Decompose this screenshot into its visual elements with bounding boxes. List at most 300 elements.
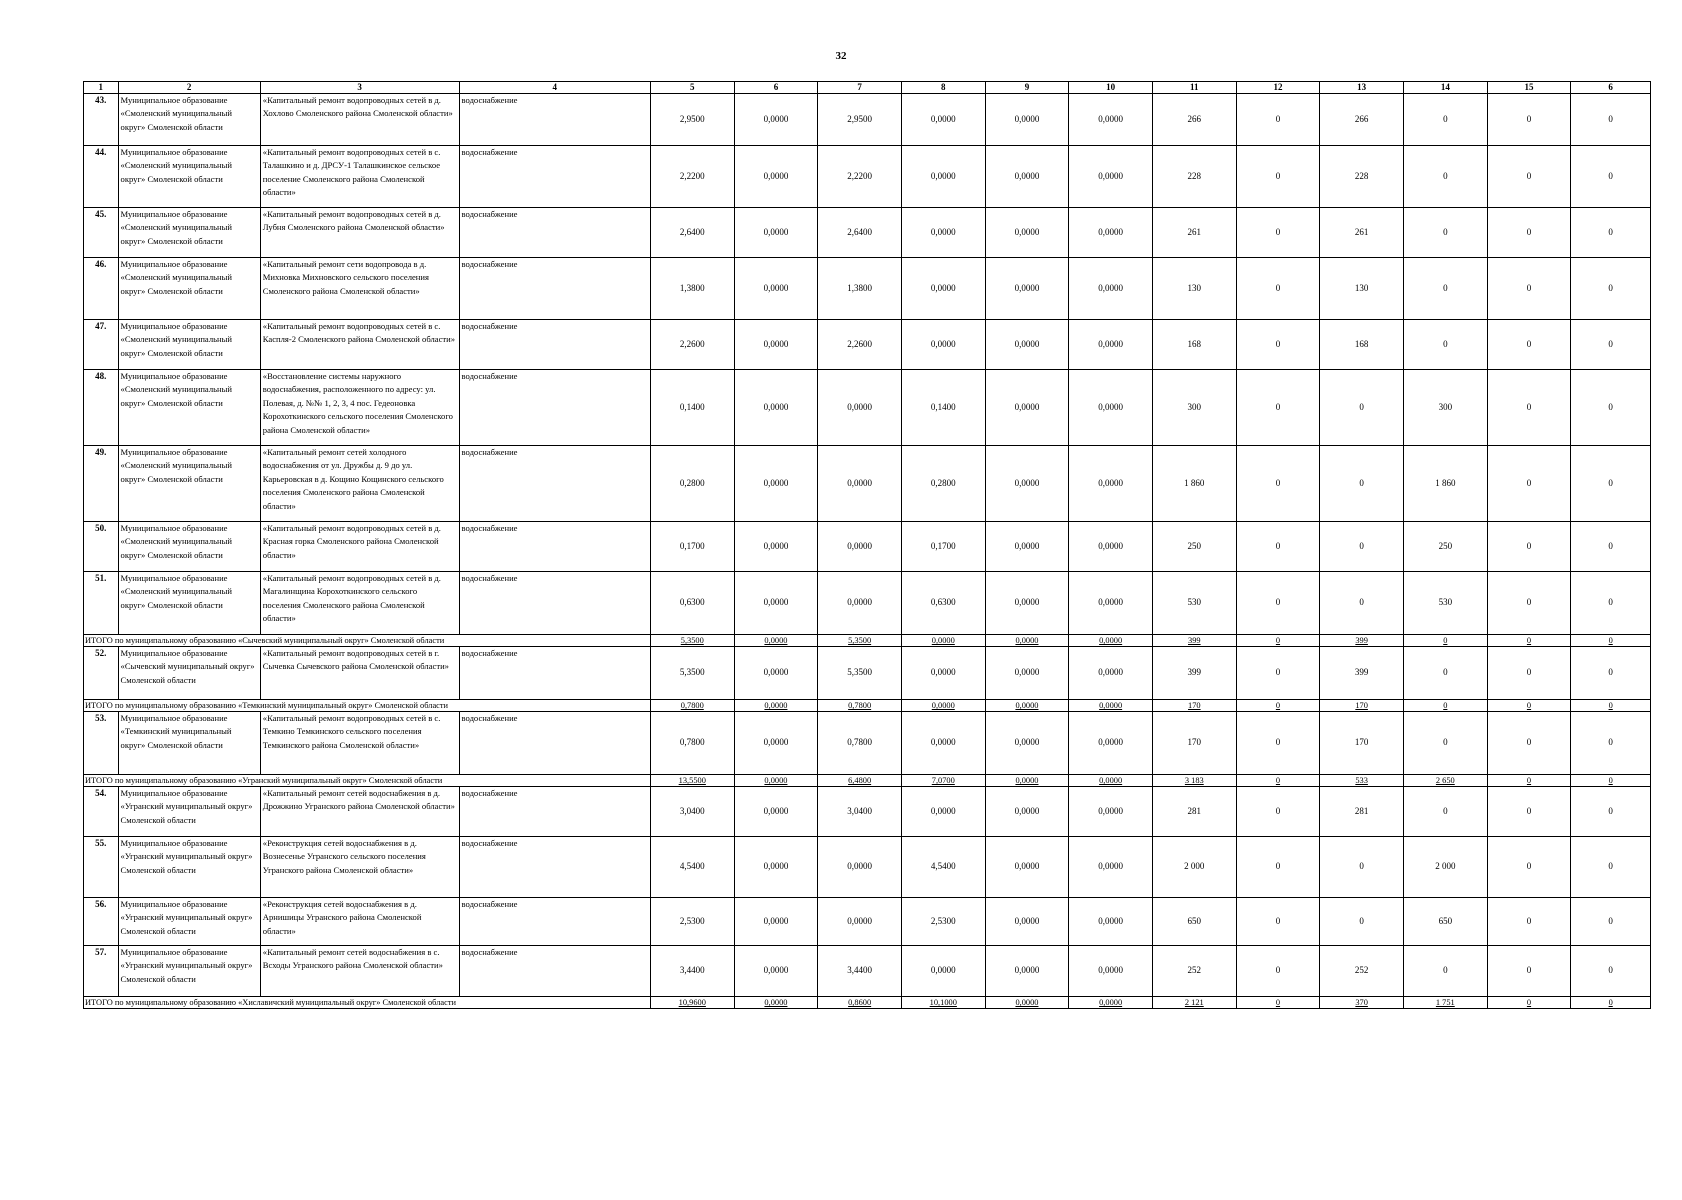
table-row: [84, 712, 1651, 775]
value-cell: 0,0000: [901, 320, 985, 370]
value-cell: 0,7800: [818, 700, 902, 712]
value-cell: 0,0000: [734, 787, 818, 837]
value-cell: 0,8600: [818, 997, 902, 1009]
value-cell: 0,7800: [818, 712, 902, 775]
value-cell: 0: [1571, 94, 1651, 146]
total-row: [84, 700, 1651, 712]
column-header: 13: [1320, 82, 1404, 94]
value-cell: 0,0000: [1069, 258, 1153, 320]
municipality-cell: Муниципальное образование «Угранский муниципальный округ» Смоленской области: [118, 837, 260, 898]
value-cell: 0,0000: [818, 522, 902, 572]
value-cell: 0,0000: [985, 572, 1069, 635]
value-cell: 5,3500: [650, 635, 734, 647]
value-cell: 0,0000: [901, 635, 985, 647]
column-header: 11: [1152, 82, 1236, 94]
value-cell: 0,0000: [734, 712, 818, 775]
value-cell: 0,6300: [650, 572, 734, 635]
value-cell: 0,0000: [901, 258, 985, 320]
value-cell: 0: [1236, 146, 1320, 208]
value-cell: 0: [1571, 370, 1651, 446]
object-cell: «Капитальный ремонт водопроводных сетей в д. Хохлово Смоленского района Смоленской области»: [260, 94, 459, 146]
value-cell: 0,0000: [734, 635, 818, 647]
value-cell: 2 000: [1403, 837, 1487, 898]
value-cell: 0,1400: [901, 370, 985, 446]
data-table: [83, 81, 1651, 1009]
total-label: ИТОГО по муниципальному образованию «Сычевский муниципальный округ» Смоленской области: [84, 635, 651, 647]
value-cell: 3,4400: [818, 946, 902, 997]
value-cell: 0,0000: [1069, 775, 1153, 787]
value-cell: 0: [1320, 370, 1404, 446]
column-header: 2: [118, 82, 260, 94]
value-cell: 2,2600: [818, 320, 902, 370]
value-cell: 0,0000: [734, 572, 818, 635]
value-cell: 399: [1320, 635, 1404, 647]
object-cell: «Капитальный ремонт водопроводных сетей в с. Каспля-2 Смоленского района Смоленской области»: [260, 320, 459, 370]
value-cell: 0: [1236, 370, 1320, 446]
object-cell: «Капитальный ремонт водопроводных сетей в д. Магалинщина Корохоткинского сельского поселения Смоленского района Смоленской области»: [260, 572, 459, 635]
page-number: 32: [835, 50, 847, 62]
value-cell: 170: [1152, 700, 1236, 712]
value-cell: 0,7800: [650, 712, 734, 775]
value-cell: 0,2800: [650, 446, 734, 522]
value-cell: 0,2800: [901, 446, 985, 522]
value-cell: 0,0000: [985, 258, 1069, 320]
table-row: [84, 522, 1651, 572]
value-cell: 266: [1320, 94, 1404, 146]
object-cell: «Капитальный ремонт водопроводных сетей в с. Темкино Темкинского сельского поселения Темкинского района Смоленской области»: [260, 712, 459, 775]
value-cell: 2,6400: [818, 208, 902, 258]
value-cell: 0: [1236, 208, 1320, 258]
value-cell: 0,0000: [818, 446, 902, 522]
value-cell: 6,4800: [818, 775, 902, 787]
value-cell: 1 860: [1403, 446, 1487, 522]
value-cell: 0: [1320, 522, 1404, 572]
object-cell: «Реконструкция сетей водоснабжения в д. Арнишицы Угранского района Смоленской области»: [260, 898, 459, 946]
row-number: 49.: [84, 446, 119, 522]
row-number: 55.: [84, 837, 119, 898]
value-cell: 2,9500: [650, 94, 734, 146]
municipality-cell: Муниципальное образование «Смоленский муниципальный округ» Смоленской области: [118, 522, 260, 572]
row-number: 47.: [84, 320, 119, 370]
table-row: [84, 320, 1651, 370]
value-cell: 300: [1403, 370, 1487, 446]
municipality-cell: Муниципальное образование «Смоленский муниципальный округ» Смоленской области: [118, 370, 260, 446]
value-cell: 0: [1571, 997, 1651, 1009]
value-cell: 2 121: [1152, 997, 1236, 1009]
value-cell: 2,2600: [650, 320, 734, 370]
value-cell: 0: [1571, 700, 1651, 712]
value-cell: 0: [1571, 647, 1651, 700]
value-cell: 0,0000: [985, 787, 1069, 837]
value-cell: 252: [1152, 946, 1236, 997]
value-cell: 0: [1487, 572, 1571, 635]
value-cell: 0: [1236, 446, 1320, 522]
total-label: ИТОГО по муниципальному образованию «Темкинский муниципальный округ» Смоленской области: [84, 700, 651, 712]
value-cell: 10,9600: [650, 997, 734, 1009]
value-cell: 0: [1571, 320, 1651, 370]
row-number: 54.: [84, 787, 119, 837]
value-cell: 0: [1571, 775, 1651, 787]
value-cell: 0,0000: [985, 320, 1069, 370]
value-cell: 3,4400: [650, 946, 734, 997]
column-header: 14: [1403, 82, 1487, 94]
row-number: 46.: [84, 258, 119, 320]
value-cell: 0,0000: [985, 446, 1069, 522]
municipality-cell: Муниципальное образование «Сычевский муниципальный округ» Смоленской области: [118, 647, 260, 700]
table-row: [84, 208, 1651, 258]
value-cell: 0: [1236, 997, 1320, 1009]
row-number: 52.: [84, 647, 119, 700]
table-row: [84, 837, 1651, 898]
municipality-cell: Муниципальное образование «Смоленский муниципальный округ» Смоленской области: [118, 572, 260, 635]
value-cell: 0,0000: [901, 208, 985, 258]
column-header: 3: [260, 82, 459, 94]
value-cell: 281: [1152, 787, 1236, 837]
value-cell: 0: [1320, 898, 1404, 946]
value-cell: 266: [1152, 94, 1236, 146]
value-cell: 3 183: [1152, 775, 1236, 787]
municipality-cell: Муниципальное образование «Угранский муниципальный округ» Смоленской области: [118, 946, 260, 997]
value-cell: 0: [1236, 635, 1320, 647]
value-cell: 0: [1487, 898, 1571, 946]
value-cell: 0: [1403, 647, 1487, 700]
type-cell: водоснабжение: [459, 522, 650, 572]
value-cell: 0,0000: [985, 898, 1069, 946]
municipality-cell: Муниципальное образование «Темкинский муниципальный округ» Смоленской области: [118, 712, 260, 775]
value-cell: 0,0000: [1069, 700, 1153, 712]
object-cell: «Капитальный ремонт сетей водоснабжения в д. Дрожжино Угранского района Смоленской области»: [260, 787, 459, 837]
value-cell: 0: [1487, 647, 1571, 700]
value-cell: 0: [1571, 258, 1651, 320]
column-header: 4: [459, 82, 650, 94]
municipality-cell: Муниципальное образование «Смоленский муниципальный округ» Смоленской области: [118, 320, 260, 370]
row-number: 44.: [84, 146, 119, 208]
value-cell: 370: [1320, 997, 1404, 1009]
value-cell: 399: [1152, 647, 1236, 700]
type-cell: водоснабжение: [459, 320, 650, 370]
value-cell: 0,0000: [818, 370, 902, 446]
value-cell: 0: [1571, 146, 1651, 208]
total-row: [84, 635, 1651, 647]
type-cell: водоснабжение: [459, 898, 650, 946]
value-cell: 0: [1236, 700, 1320, 712]
value-cell: 0: [1487, 700, 1571, 712]
column-header: 7: [818, 82, 902, 94]
type-cell: водоснабжение: [459, 446, 650, 522]
total-row: [84, 775, 1651, 787]
value-cell: 0,0000: [985, 647, 1069, 700]
value-cell: 0,0000: [1069, 997, 1153, 1009]
column-header: 8: [901, 82, 985, 94]
value-cell: 0: [1403, 258, 1487, 320]
value-cell: 0: [1487, 208, 1571, 258]
type-cell: водоснабжение: [459, 370, 650, 446]
type-cell: водоснабжение: [459, 258, 650, 320]
value-cell: 1 860: [1152, 446, 1236, 522]
municipality-cell: Муниципальное образование «Смоленский муниципальный округ» Смоленской области: [118, 446, 260, 522]
value-cell: 10,1000: [901, 997, 985, 1009]
value-cell: 5,3500: [818, 647, 902, 700]
column-header: 12: [1236, 82, 1320, 94]
type-cell: водоснабжение: [459, 208, 650, 258]
value-cell: 170: [1152, 712, 1236, 775]
value-cell: 0: [1571, 522, 1651, 572]
value-cell: 130: [1152, 258, 1236, 320]
municipality-cell: Муниципальное образование «Смоленский муниципальный округ» Смоленской области: [118, 208, 260, 258]
value-cell: 0: [1403, 320, 1487, 370]
value-cell: 0,0000: [1069, 370, 1153, 446]
column-header: 10: [1069, 82, 1153, 94]
value-cell: 0,0000: [734, 775, 818, 787]
value-cell: 0,0000: [734, 898, 818, 946]
value-cell: 0: [1236, 775, 1320, 787]
row-number: 56.: [84, 898, 119, 946]
row-number: 50.: [84, 522, 119, 572]
value-cell: 0,0000: [1069, 946, 1153, 997]
type-cell: водоснабжение: [459, 712, 650, 775]
value-cell: 0,0000: [1069, 647, 1153, 700]
value-cell: 0: [1236, 320, 1320, 370]
value-cell: 0,0000: [1069, 635, 1153, 647]
value-cell: 0,0000: [734, 94, 818, 146]
value-cell: 0,0000: [1069, 572, 1153, 635]
value-cell: 0: [1236, 522, 1320, 572]
value-cell: 228: [1152, 146, 1236, 208]
value-cell: 2,5300: [901, 898, 985, 946]
value-cell: 0: [1320, 572, 1404, 635]
value-cell: 0,0000: [734, 997, 818, 1009]
value-cell: 0: [1403, 787, 1487, 837]
value-cell: 0,0000: [818, 837, 902, 898]
value-cell: 170: [1320, 700, 1404, 712]
table-row: [84, 258, 1651, 320]
value-cell: 0,0000: [985, 522, 1069, 572]
value-cell: 3,0400: [650, 787, 734, 837]
object-cell: «Капитальный ремонт водопроводных сетей в г. Сычевка Сычевского района Смоленской области»: [260, 647, 459, 700]
table-row: [84, 787, 1651, 837]
value-cell: 0,0000: [734, 837, 818, 898]
value-cell: 0: [1236, 647, 1320, 700]
municipality-cell: Муниципальное образование «Смоленский муниципальный округ» Смоленской области: [118, 94, 260, 146]
value-cell: 0,0000: [985, 700, 1069, 712]
value-cell: 0,0000: [901, 647, 985, 700]
value-cell: 0: [1236, 787, 1320, 837]
value-cell: 0: [1487, 94, 1571, 146]
value-cell: 2 650: [1403, 775, 1487, 787]
value-cell: 0: [1403, 146, 1487, 208]
value-cell: 0: [1403, 94, 1487, 146]
value-cell: 168: [1320, 320, 1404, 370]
object-cell: «Капитальный ремонт сети водопровода в д. Михновка Михновского сельского поселения Смоленского района Смоленской области»: [260, 258, 459, 320]
value-cell: 2,6400: [650, 208, 734, 258]
table-row: [84, 647, 1651, 700]
row-number: 45.: [84, 208, 119, 258]
value-cell: 250: [1152, 522, 1236, 572]
value-cell: 1,3800: [818, 258, 902, 320]
value-cell: 0: [1320, 446, 1404, 522]
value-cell: 2,5300: [650, 898, 734, 946]
value-cell: 0: [1487, 320, 1571, 370]
value-cell: 3,0400: [818, 787, 902, 837]
value-cell: 0: [1487, 837, 1571, 898]
value-cell: 0: [1487, 258, 1571, 320]
value-cell: 0: [1236, 837, 1320, 898]
municipality-cell: Муниципальное образование «Угранский муниципальный округ» Смоленской области: [118, 787, 260, 837]
value-cell: 0,0000: [1069, 208, 1153, 258]
value-cell: 399: [1320, 647, 1404, 700]
column-header: 6: [734, 82, 818, 94]
total-label: ИТОГО по муниципальному образованию «Хиславичский муниципальный округ» Смоленской области: [84, 997, 651, 1009]
column-header: 15: [1487, 82, 1571, 94]
value-cell: 0: [1487, 522, 1571, 572]
value-cell: 0,0000: [985, 775, 1069, 787]
value-cell: 0,0000: [985, 370, 1069, 446]
value-cell: 261: [1320, 208, 1404, 258]
value-cell: 533: [1320, 775, 1404, 787]
value-cell: 0: [1571, 572, 1651, 635]
type-cell: водоснабжение: [459, 572, 650, 635]
value-cell: 0,0000: [901, 946, 985, 997]
value-cell: 168: [1152, 320, 1236, 370]
value-cell: 170: [1320, 712, 1404, 775]
value-cell: 0: [1403, 946, 1487, 997]
value-cell: 0: [1236, 946, 1320, 997]
column-header: 1: [84, 82, 119, 94]
value-cell: 0: [1487, 370, 1571, 446]
value-cell: 0: [1571, 898, 1651, 946]
column-header: 6: [1571, 82, 1651, 94]
value-cell: 650: [1152, 898, 1236, 946]
value-cell: 0,0000: [901, 146, 985, 208]
municipality-cell: Муниципальное образование «Смоленский муниципальный округ» Смоленской области: [118, 146, 260, 208]
value-cell: 0,0000: [985, 712, 1069, 775]
value-cell: 0,0000: [1069, 837, 1153, 898]
value-cell: 130: [1320, 258, 1404, 320]
type-cell: водоснабжение: [459, 94, 650, 146]
value-cell: 0,0000: [985, 208, 1069, 258]
value-cell: 0,0000: [901, 787, 985, 837]
value-cell: 0: [1320, 837, 1404, 898]
value-cell: 2,9500: [818, 94, 902, 146]
value-cell: 0,0000: [734, 700, 818, 712]
value-cell: 0,0000: [985, 146, 1069, 208]
value-cell: 0: [1487, 446, 1571, 522]
value-cell: 252: [1320, 946, 1404, 997]
object-cell: «Капитальный ремонт водопроводных сетей в д. Красная горка Смоленского района Смоленской области»: [260, 522, 459, 572]
value-cell: 0: [1571, 946, 1651, 997]
municipality-cell: Муниципальное образование «Угранский муниципальный округ» Смоленской области: [118, 898, 260, 946]
value-cell: 0,1400: [650, 370, 734, 446]
table-row: [84, 370, 1651, 446]
object-cell: «Капитальный ремонт сетей водоснабжения в с. Всходы Угранского района Смоленской области»: [260, 946, 459, 997]
value-cell: 4,5400: [650, 837, 734, 898]
value-cell: 4,5400: [901, 837, 985, 898]
value-cell: 530: [1403, 572, 1487, 635]
value-cell: 281: [1320, 787, 1404, 837]
value-cell: 0: [1236, 898, 1320, 946]
value-cell: 0,0000: [1069, 446, 1153, 522]
value-cell: 0: [1487, 146, 1571, 208]
value-cell: 2,2200: [650, 146, 734, 208]
value-cell: 0: [1571, 208, 1651, 258]
row-number: 43.: [84, 94, 119, 146]
type-cell: водоснабжение: [459, 787, 650, 837]
value-cell: 0,0000: [818, 572, 902, 635]
value-cell: 0,0000: [901, 700, 985, 712]
table-row: [84, 572, 1651, 635]
table-row: [84, 446, 1651, 522]
value-cell: 0,0000: [985, 635, 1069, 647]
value-cell: 0,0000: [901, 712, 985, 775]
value-cell: 0,0000: [734, 258, 818, 320]
row-number: 48.: [84, 370, 119, 446]
value-cell: 0,0000: [985, 837, 1069, 898]
table-row: [84, 898, 1651, 946]
value-cell: 530: [1152, 572, 1236, 635]
value-cell: 5,3500: [818, 635, 902, 647]
type-cell: водоснабжение: [459, 647, 650, 700]
value-cell: 0,0000: [734, 208, 818, 258]
value-cell: 0: [1571, 635, 1651, 647]
object-cell: «Капитальный ремонт сетей холодного водоснабжения от ул. Дружбы д. 9 до ул. Карьеровская в д. Кощино Кощинского сельского поселения Смоленского района Смоленской области»: [260, 446, 459, 522]
value-cell: 0: [1571, 712, 1651, 775]
value-cell: 0,0000: [985, 94, 1069, 146]
value-cell: 0,0000: [734, 370, 818, 446]
value-cell: 0,0000: [901, 94, 985, 146]
object-cell: «Капитальный ремонт водопроводных сетей в с. Талашкино и д. ДРСУ-1 Талашкинское сельское поселение Смоленского района Смоленской области»: [260, 146, 459, 208]
value-cell: 7,0700: [901, 775, 985, 787]
total-row: [84, 997, 1651, 1009]
value-cell: 0,0000: [1069, 712, 1153, 775]
municipality-cell: Муниципальное образование «Смоленский муниципальный округ» Смоленской области: [118, 258, 260, 320]
value-cell: 0,0000: [734, 146, 818, 208]
value-cell: 228: [1320, 146, 1404, 208]
total-label: ИТОГО по муниципальному образованию «Угранский муниципальный округ» Смоленской области: [84, 775, 651, 787]
value-cell: 399: [1152, 635, 1236, 647]
value-cell: 0,0000: [1069, 94, 1153, 146]
value-cell: 0: [1571, 837, 1651, 898]
value-cell: 261: [1152, 208, 1236, 258]
value-cell: 0: [1487, 997, 1571, 1009]
value-cell: 2 000: [1152, 837, 1236, 898]
column-header: 9: [985, 82, 1069, 94]
value-cell: 0,6300: [901, 572, 985, 635]
value-cell: 0: [1487, 775, 1571, 787]
row-number: 51.: [84, 572, 119, 635]
value-cell: 250: [1403, 522, 1487, 572]
value-cell: 0: [1236, 572, 1320, 635]
object-cell: «Капитальный ремонт водопроводных сетей в д. Лубня Смоленского района Смоленской области»: [260, 208, 459, 258]
object-cell: «Восстановление системы наружного водоснабжения, расположенного по адресу: ул. Полевая, д. №№ 1, 2, 3, 4 пос. Гедеоновка Корохоткинского сельского поселения Смоленского района Смоленской области»: [260, 370, 459, 446]
value-cell: 0,0000: [734, 522, 818, 572]
value-cell: 300: [1152, 370, 1236, 446]
value-cell: 2,2200: [818, 146, 902, 208]
row-number: 57.: [84, 946, 119, 997]
table-row: [84, 94, 1651, 146]
value-cell: 0: [1236, 712, 1320, 775]
value-cell: 0: [1487, 787, 1571, 837]
value-cell: 650: [1403, 898, 1487, 946]
value-cell: 0,0000: [818, 898, 902, 946]
value-cell: 0,0000: [734, 946, 818, 997]
value-cell: 0,0000: [985, 946, 1069, 997]
type-cell: водоснабжение: [459, 837, 650, 898]
value-cell: 0,0000: [734, 320, 818, 370]
value-cell: 0,0000: [734, 647, 818, 700]
table-row: [84, 146, 1651, 208]
value-cell: 5,3500: [650, 647, 734, 700]
value-cell: 1 751: [1403, 997, 1487, 1009]
